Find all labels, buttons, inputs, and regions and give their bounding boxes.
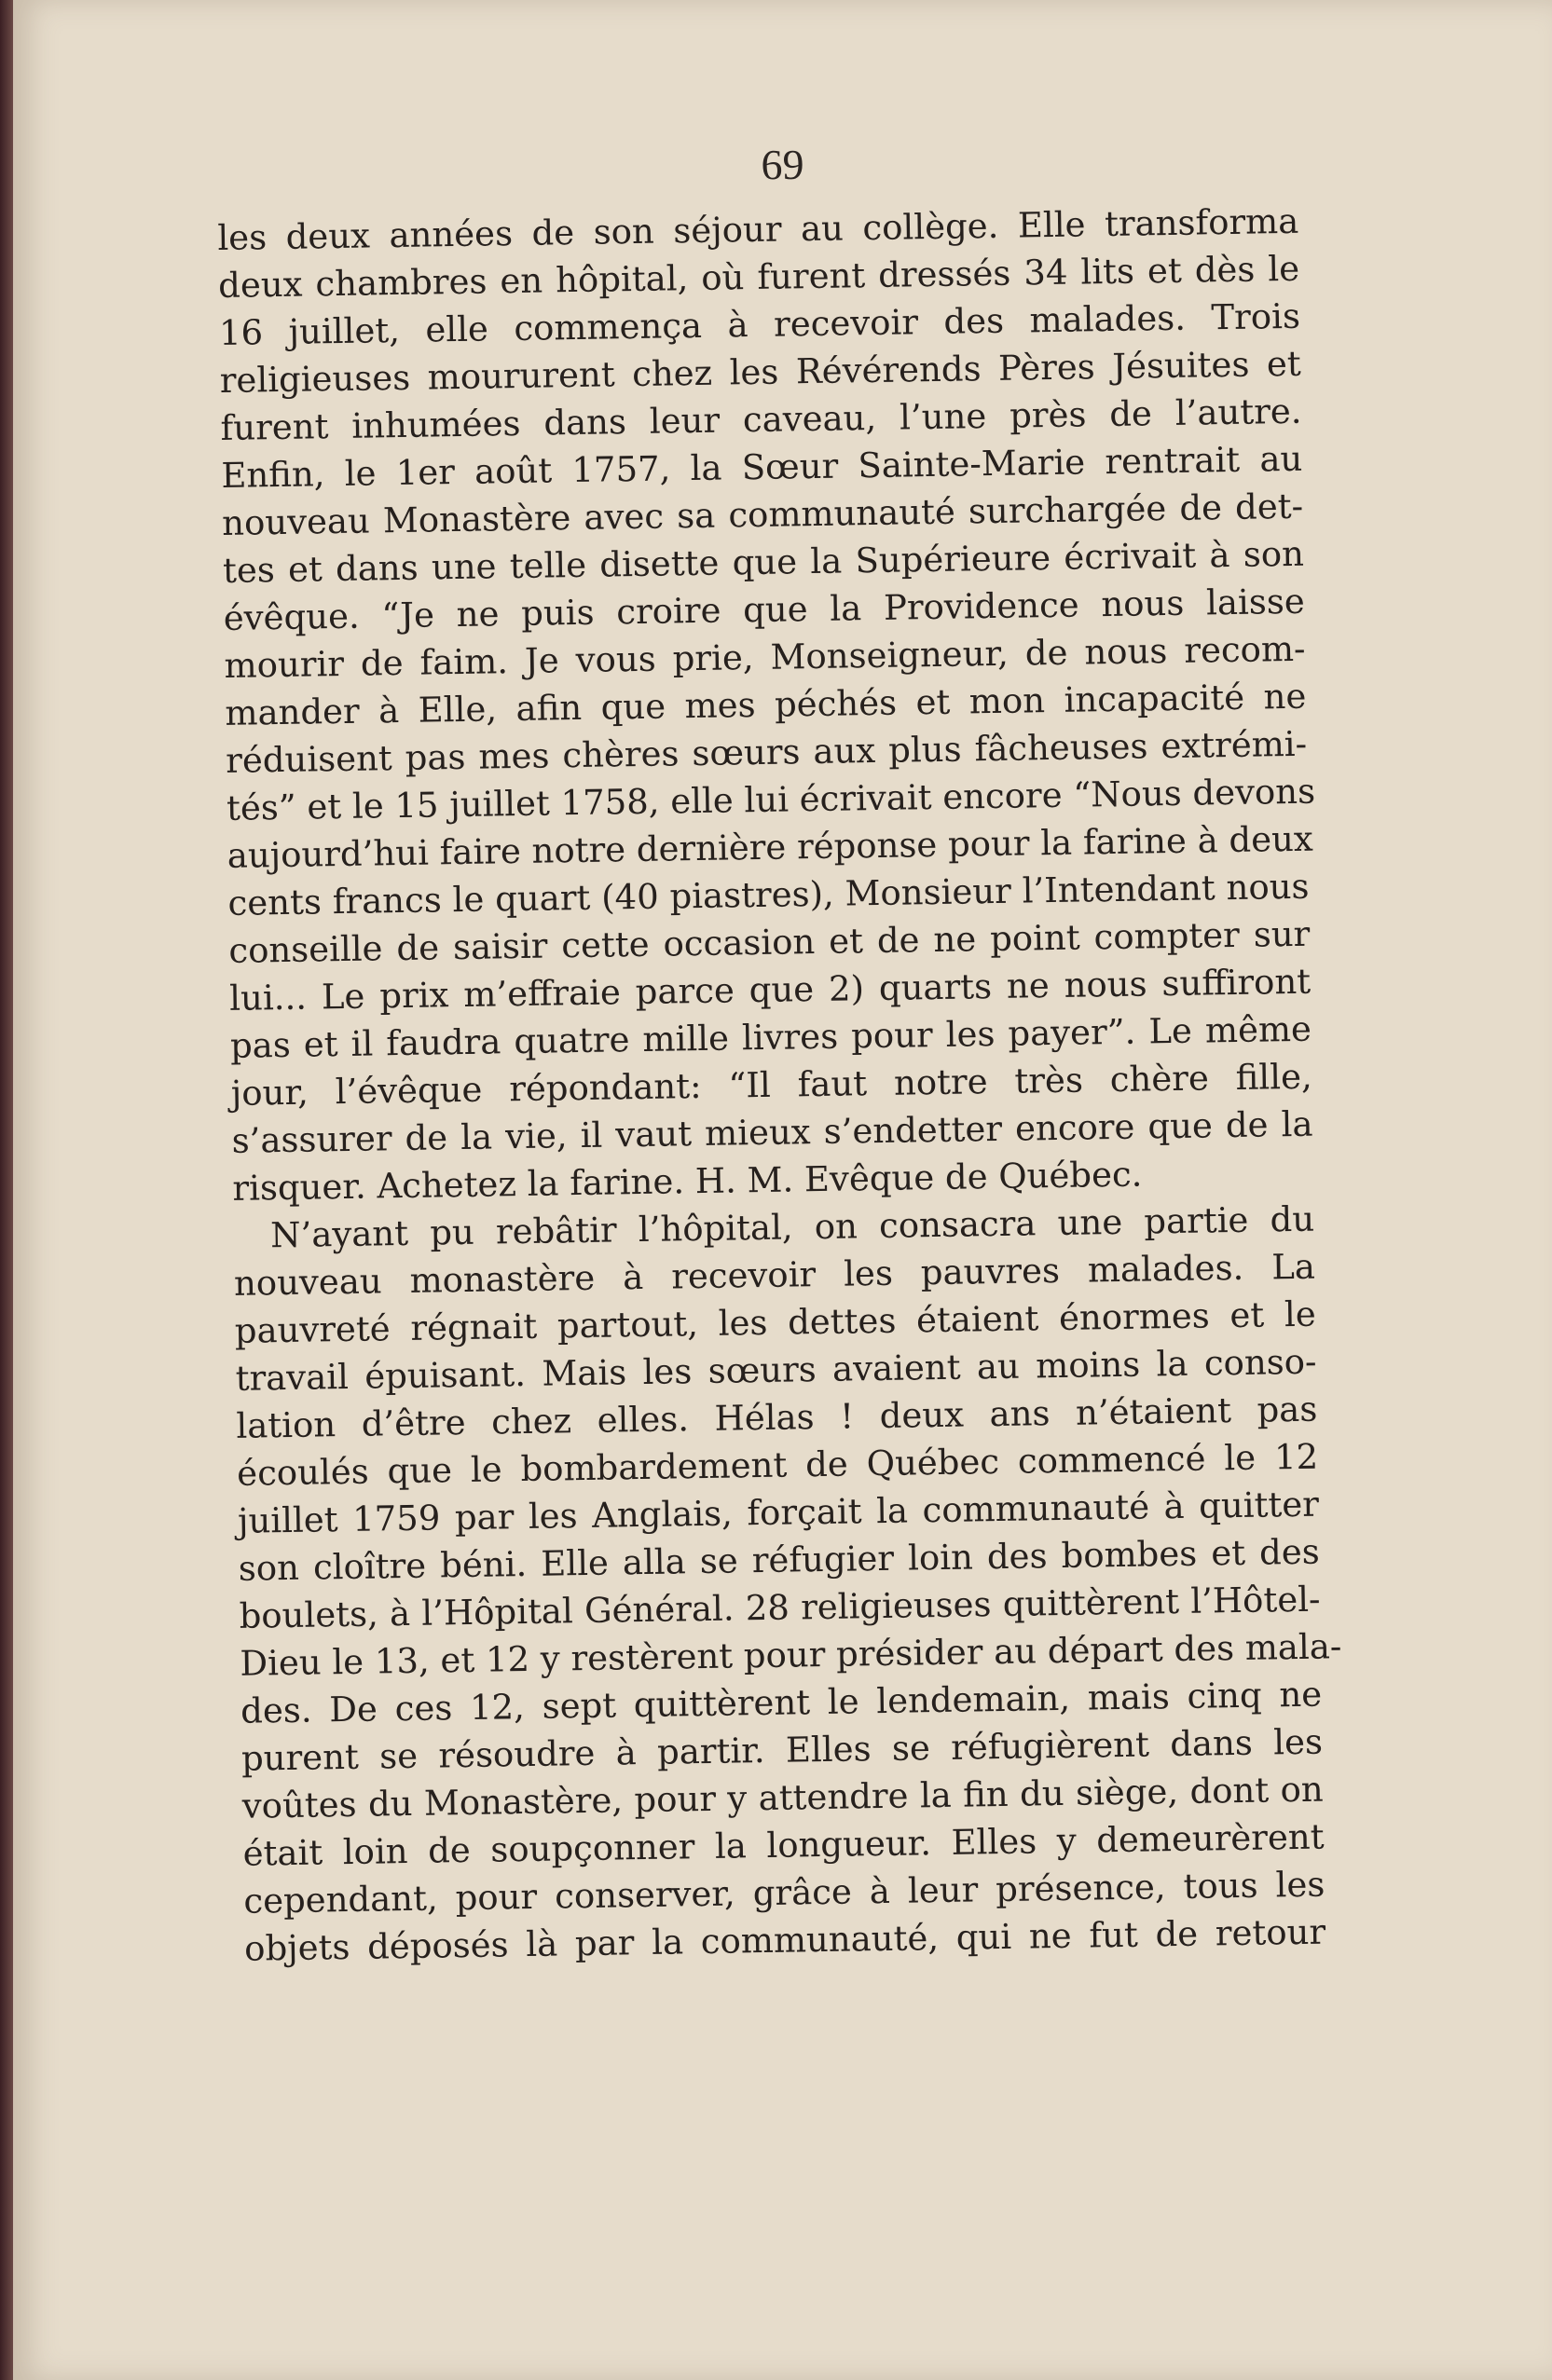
- text-line: était loin de soupçonner la longueur. Elles y demeurèrent: [242, 1816, 1325, 1874]
- text-line: lui... Le prix m’effraie parce que 2) quarts ne nous suffiront: [228, 961, 1312, 1019]
- text-line: mourir de faim. Je vous prie, Monseigneur, de nous recom-: [224, 628, 1306, 686]
- text-line: Enfin, le 1er août 1757, la Sœur Sainte-Marie rentrait au: [221, 438, 1303, 496]
- text-line: écoulés que le bombardement de Québec commencé le 12: [236, 1436, 1319, 1494]
- text-line: boulets, à l’Hôpital Général. 28 religieuses quittèrent l’Hôtel-: [239, 1579, 1321, 1636]
- text-line: tes et dans une telle disette que la Supérieure écrivait à son: [222, 533, 1305, 591]
- text-line: réduisent pas mes chères sœurs aux plus fâcheuses extrémi-: [225, 723, 1308, 781]
- text-line: pas et il faudra quatre mille livres pour les payer”. Le même: [229, 1008, 1312, 1066]
- text-line: lation d’être chez elles. Hélas ! deux ans n’étaient pas: [236, 1388, 1318, 1446]
- text-line: voûtes du Monastère, pour y attendre la fin du siège, dont on: [241, 1769, 1325, 1826]
- text-line: conseille de saisir cette occasion et de ne point compter sur: [228, 913, 1311, 971]
- text-line: religieuses moururent chez les Révérends Pères Jésuites et: [219, 343, 1301, 401]
- text-line: N’ayant pu rebâtir l’hôpital, on consacra une partie du: [269, 1198, 1315, 1256]
- text-line: cents francs le quart (40 piastres), Monsieur l’Intendant nous: [227, 866, 1310, 923]
- text-line: nouveau monastère à recevoir les pauvres malades. La: [233, 1246, 1316, 1304]
- text-line: aujourd’hui faire notre dernière réponse pour la farine à deux: [227, 818, 1314, 876]
- text-line: nouveau Monastère avec sa communauté surchargée de det-: [221, 486, 1304, 543]
- text-line: 16 juillet, elle commença à recevoir des malades. Trois: [218, 295, 1301, 353]
- text-line: purent se résoudre à partir. Elles se réfugièrent dans les: [240, 1721, 1324, 1779]
- text-line: évêque. “Je ne puis croire que la Providence nous laisse: [223, 581, 1306, 638]
- page-number: 69: [761, 141, 804, 188]
- text-line: risquer. Achetez la farine. H. M. Evêque de Québec.: [232, 1154, 1143, 1209]
- text-line: objets déposés là par la communauté, qui ne fut de retour: [243, 1911, 1326, 1969]
- text-line: juillet 1759 par les Anglais, forçait la communauté à quitter: [237, 1484, 1320, 1541]
- book-page: [13, 0, 1552, 2380]
- text-line: furent inhumées dans leur caveau, l’une près de l’autre.: [220, 390, 1302, 448]
- body-text: [217, 198, 1342, 1973]
- text-line: cependant, pour conserver, grâce à leur présence, tous les: [243, 1864, 1325, 1922]
- text-line: les deux années de son séjour au collège. Elle transforma: [217, 200, 1299, 258]
- text-line: pauvreté régnait partout, les dettes étaient énormes et le: [234, 1293, 1317, 1351]
- text-line: des. De ces 12, sept quittèrent le lendemain, mais cinq ne: [240, 1674, 1323, 1731]
- text-line: deux chambres en hôpital, où furent dressés 34 lits et dès le: [217, 248, 1300, 306]
- text-line: tés” et le 15 juillet 1758, elle lui écrivait encore “Nous devons: [226, 771, 1316, 828]
- text-line: s’assurer de la vie, il vaut mieux s’endetter encore que de la: [231, 1103, 1313, 1161]
- text-line: mander à Elle, afin que mes péchés et mon incapacité ne: [225, 676, 1307, 733]
- text-line: jour, l’évêque répondant: “Il faut notre très chère fille,: [230, 1056, 1313, 1114]
- book-gutter: [0, 0, 13, 2380]
- text-line: son cloître béni. Elle alla se réfugier loin des bombes et des: [238, 1531, 1321, 1589]
- text-line: Dieu le 13, et 12 y restèrent pour présider au départ des mala-: [240, 1626, 1342, 1684]
- text-line: travail épuisant. Mais les sœurs avaient au moins la conso-: [235, 1341, 1317, 1399]
